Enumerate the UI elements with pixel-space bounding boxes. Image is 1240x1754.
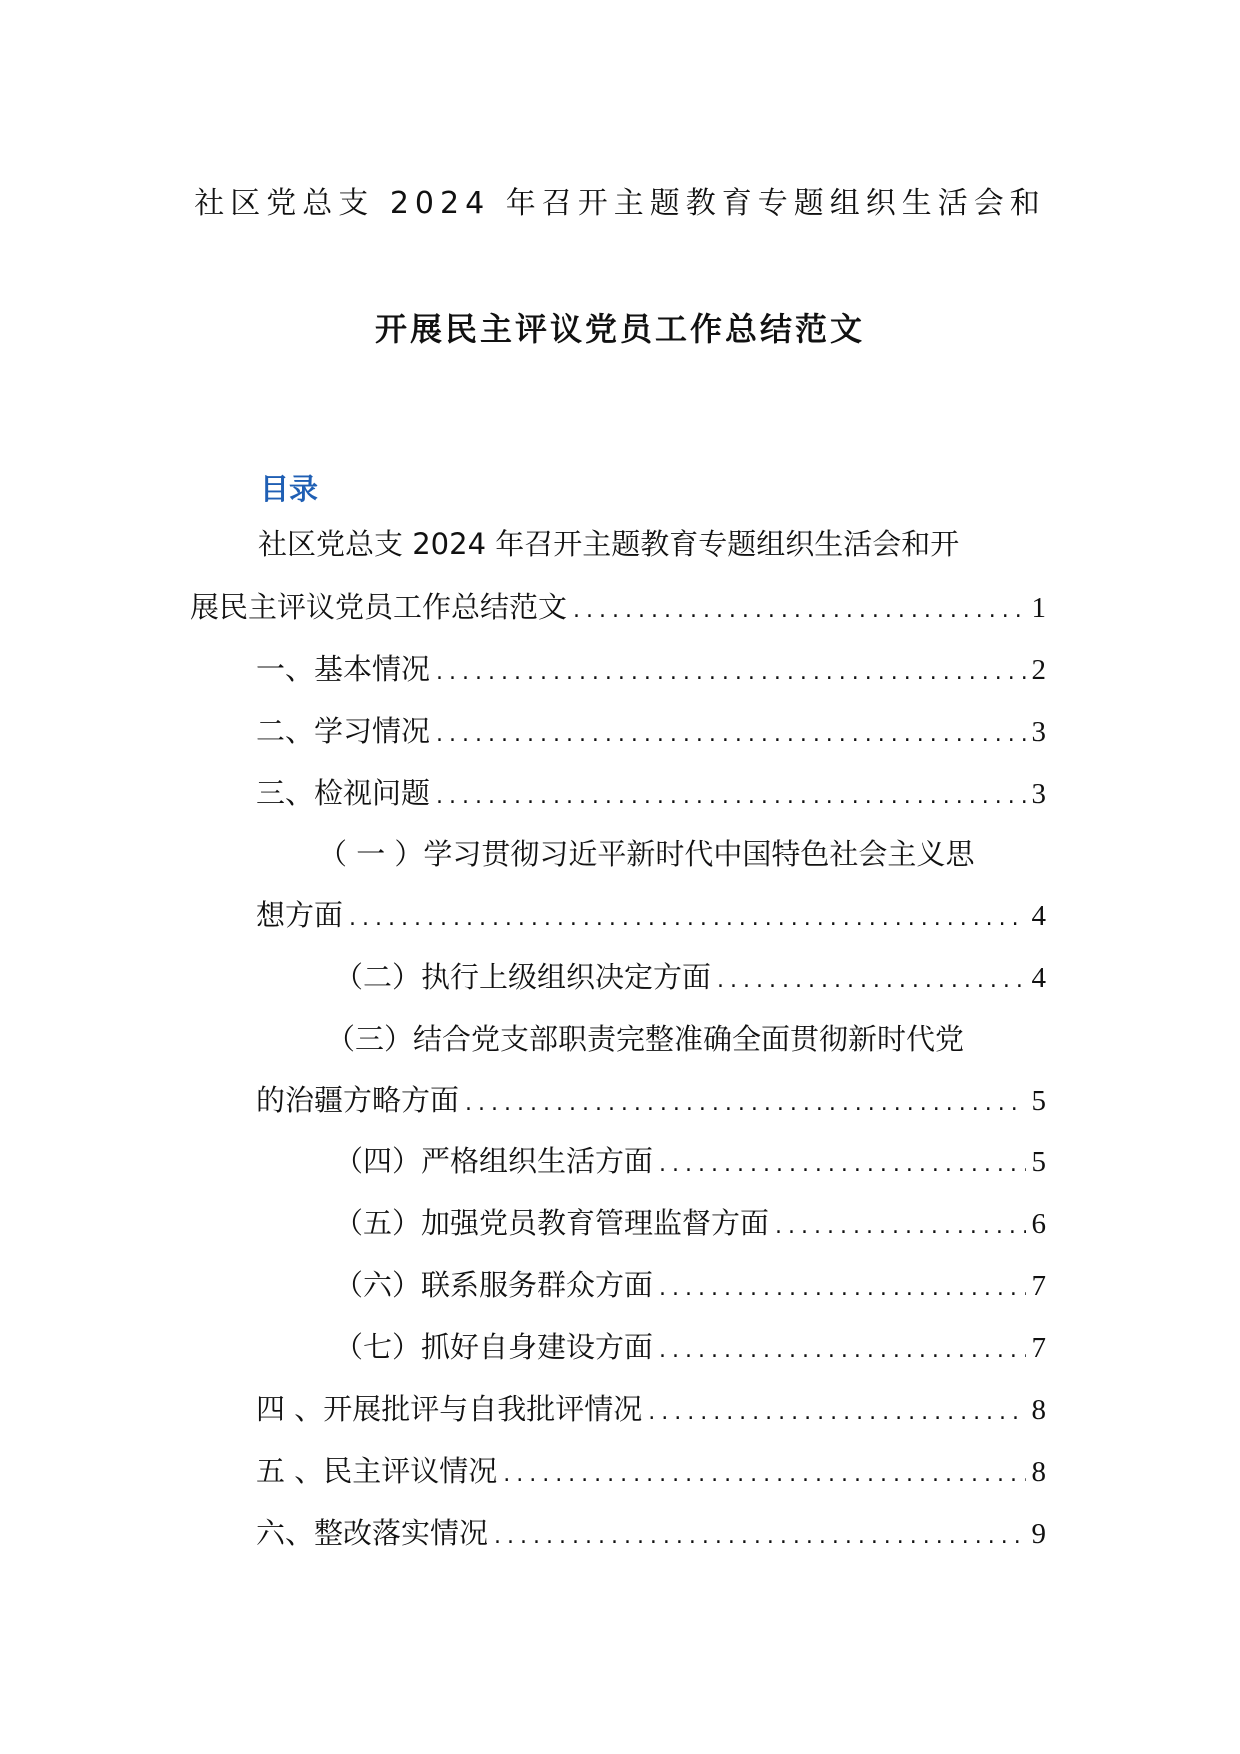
toc-entry-sub1-line1[interactable] — [318, 832, 1058, 876]
document-title-line1: 社区党总支 2024 年召开主题教育专题组织生活会和 — [194, 186, 1046, 221]
toc-page-number: 5 — [1031, 1146, 1046, 1178]
toc-page-number: 3 — [1031, 778, 1046, 810]
toc-entry-sub5[interactable] — [334, 1201, 1046, 1245]
toc-entry-text: 二、学习情况 — [256, 714, 431, 748]
toc-page-number: 3 — [1031, 716, 1046, 748]
toc-entry-text: （三）结合党支部职责完整准确全面贯彻新时代党 — [326, 1022, 965, 1056]
toc-entry-text: 社区党总支 2024 年召开主题教育专题组织生活会和开 — [258, 527, 960, 561]
toc-dot-leader — [573, 589, 1025, 629]
toc-dot-leader — [717, 959, 1025, 999]
toc-dot-leader — [648, 1391, 1025, 1431]
toc-entry-sub1-line2[interactable] — [256, 893, 1046, 937]
document-title-line2: 开展民主评议党员工作总结范文 — [374, 310, 865, 348]
toc-entry-text: （七）抓好自身建设方面 — [334, 1330, 654, 1364]
toc-dot-leader — [436, 651, 1025, 691]
toc-entry-study-situation[interactable] — [256, 709, 1046, 753]
toc-page-number: 8 — [1031, 1394, 1046, 1426]
toc-entry-problems[interactable] — [256, 771, 1046, 815]
toc-entry-criticism[interactable] — [256, 1387, 1046, 1431]
toc-dot-leader — [503, 1453, 1025, 1493]
toc-entry-title-line1[interactable] — [258, 522, 1046, 566]
toc-entry-sub7[interactable] — [334, 1325, 1046, 1369]
toc-entry-text: （五）加强党员教育管理监督方面 — [334, 1206, 770, 1240]
toc-entry-rectification[interactable] — [256, 1511, 1046, 1555]
toc-page-number: 9 — [1031, 1518, 1046, 1550]
toc-entry-basic-situation[interactable] — [256, 647, 1046, 691]
toc-page-number: 8 — [1031, 1456, 1046, 1488]
toc-entry-sub3-line2[interactable] — [256, 1078, 1046, 1122]
toc-entry-sub6[interactable] — [334, 1263, 1046, 1307]
toc-entry-text: （四）严格组织生活方面 — [334, 1144, 654, 1178]
toc-entry-text: 展民主评议党员工作总结范文 — [190, 590, 568, 624]
toc-dot-leader — [494, 1515, 1025, 1555]
toc-dot-leader — [436, 775, 1025, 815]
toc-heading: 目录 — [260, 472, 319, 506]
toc-entry-text: 想方面 — [256, 898, 344, 932]
toc-page-number: 1 — [1031, 592, 1046, 624]
toc-page-number: 7 — [1031, 1332, 1046, 1364]
toc-entry-title-line2[interactable] — [190, 585, 1046, 629]
toc-page-number: 6 — [1031, 1208, 1046, 1240]
toc-page-number: 2 — [1031, 654, 1046, 686]
toc-entry-text: 六、整改落实情况 — [256, 1516, 489, 1550]
toc-page-number: 7 — [1031, 1270, 1046, 1302]
toc-dot-leader — [659, 1143, 1025, 1183]
toc-entry-text: （二）执行上级组织决定方面 — [334, 960, 712, 994]
toc-dot-leader — [465, 1082, 1025, 1122]
toc-dot-leader — [436, 713, 1025, 753]
toc-page-number: 4 — [1031, 900, 1046, 932]
toc-entry-text: 三、检视问题 — [256, 776, 431, 810]
toc-entry-text: 四 、开展批评与自我批评情况 — [256, 1392, 643, 1426]
toc-entry-text: （ 一 ）学习贯彻习近平新时代中国特色社会主义思 — [318, 837, 975, 871]
toc-entry-sub4[interactable] — [334, 1139, 1046, 1183]
toc-page-number: 5 — [1031, 1085, 1046, 1117]
toc-entry-text: 五 、民主评议情况 — [256, 1454, 498, 1488]
toc-entry-text: 一、基本情况 — [256, 652, 431, 686]
toc-entry-democratic-review[interactable] — [256, 1449, 1046, 1493]
toc-entry-text: 的治疆方略方面 — [256, 1083, 460, 1117]
toc-entry-sub3-line1[interactable] — [326, 1017, 1056, 1061]
toc-entry-sub2[interactable] — [334, 955, 1046, 999]
toc-entry-text: （六）联系服务群众方面 — [334, 1268, 654, 1302]
toc-dot-leader — [775, 1205, 1025, 1245]
toc-page-number: 4 — [1031, 962, 1046, 994]
toc-dot-leader — [349, 897, 1025, 937]
toc-dot-leader — [659, 1329, 1025, 1369]
toc-dot-leader — [659, 1267, 1025, 1307]
